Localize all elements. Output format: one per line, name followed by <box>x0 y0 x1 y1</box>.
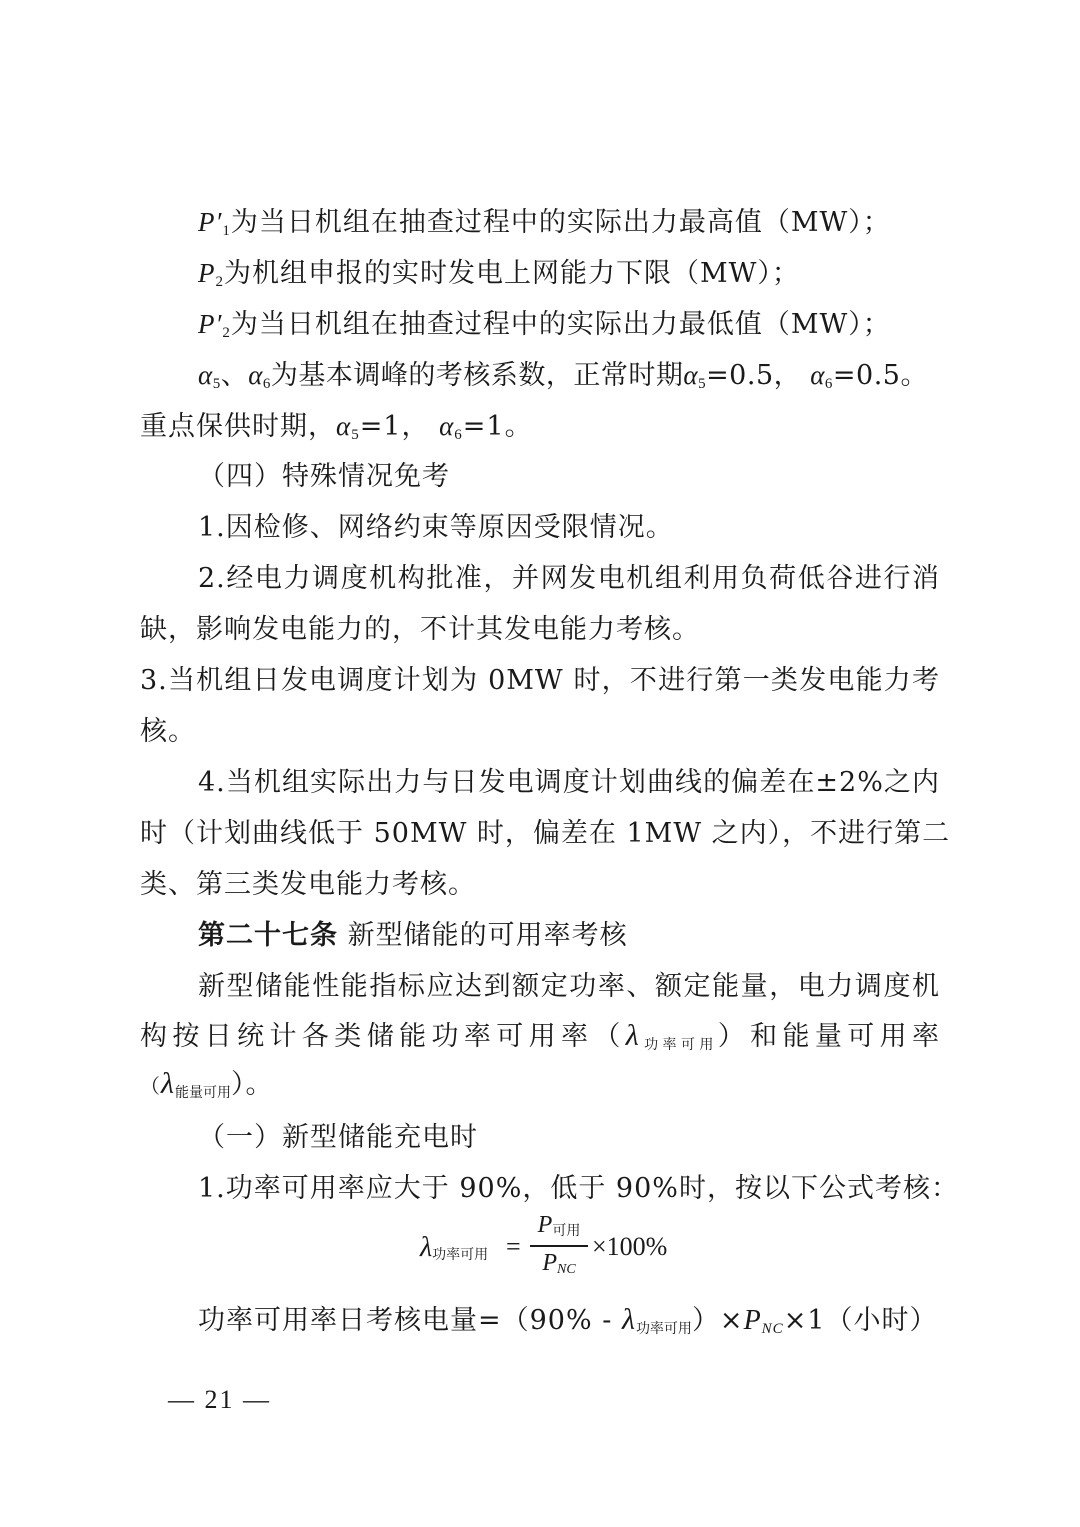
paragraph-line: 4.当机组实际出力与日发电调度计划曲线的偏差在±2%之内 <box>198 767 940 798</box>
page-number: — 21 — <box>168 1385 271 1414</box>
formula-lambda: λ功率可用 <box>420 1232 489 1263</box>
paragraph-line: 新型储能性能指标应达到额定功率、额定能量，电力调度机 <box>198 971 940 1002</box>
definition-p1-prime: $P'_1$为当日机组在抽查过程中的实际出力最高值（MW）； <box>198 207 891 239</box>
lambda-energy-symbol: λ能量可用 <box>161 1067 231 1101</box>
definition-p2: $P_2$为机组申报的实时发电上网能力下限（MW）； <box>198 258 800 290</box>
paragraph-line: 类、第三类发电能力考核。 <box>140 869 476 900</box>
symbol-alpha5: $\alpha_5$ <box>198 360 221 392</box>
symbol-pnc: $P_{NC}$ <box>743 1305 784 1337</box>
definition-alpha: $\alpha_5$、$\alpha_6$为基本调峰的考核系数，正常时期$\alpha_5=0.5$， $\alpha_6=0.5$。 <box>198 360 928 392</box>
section-heading: （四）特殊情况免考 <box>198 461 450 492</box>
fraction-bar <box>530 1245 588 1247</box>
symbol-alpha6: $\alpha_6$ <box>248 360 271 392</box>
paragraph-line: 核。 <box>140 716 196 747</box>
article-number: 第二十七条 <box>198 920 338 951</box>
paragraph-line: 时（计划曲线低于 50MW 时，偏差在 1MW 之内），不进行第二 <box>140 818 951 849</box>
section-heading: （一）新型储能充电时 <box>198 1122 478 1153</box>
paragraph-line: 构按日统计各类储能功率可用率（λ功率可用）和能量可用率 <box>140 1019 941 1053</box>
lambda-power-symbol: λ功率可用 <box>625 1019 718 1053</box>
paragraph-line: 1.功率可用率应大于 90%，低于 90%时，按以下公式考核： <box>198 1173 959 1204</box>
paragraph-line: 3.当机组日发电调度计划为 0MW 时，不进行第一类发电能力考 <box>140 665 940 696</box>
symbol-p2: $P_2$ <box>198 258 224 290</box>
article-heading: 第二十七条 新型储能的可用率考核 <box>198 920 628 951</box>
formula-denominator: PNC <box>542 1250 576 1277</box>
assessment-formula-line: 功率可用率日考核电量=（90% - λ功率可用）$\times P_{NC}\times 1$（小时） <box>198 1303 938 1337</box>
symbol-p2-prime: $P'_2$ <box>198 309 231 341</box>
formula-equals: = <box>506 1232 521 1261</box>
paragraph-line: 1.因检修、网络约束等原因受限情况。 <box>198 512 674 543</box>
formula-times-100: ×100% <box>592 1232 668 1261</box>
definition-p2-prime: $P'_2$为当日机组在抽查过程中的实际出力最低值（MW）； <box>198 309 891 341</box>
formula-numerator: P可用 <box>537 1212 581 1239</box>
lambda-power-symbol: λ功率可用 <box>621 1303 692 1337</box>
paragraph-line: 2.经电力调度机构批准，并网发电机组利用负荷低谷进行消 <box>198 563 940 594</box>
definition-alpha-peak: 重点保供时期，$\alpha_5=1$， $\alpha_6=1$。 <box>140 411 533 443</box>
paragraph-line: （λ能量可用）。 <box>140 1067 274 1101</box>
paragraph-line: 缺，影响发电能力的，不计其发电能力考核。 <box>140 614 700 645</box>
power-availability-formula <box>420 1212 720 1292</box>
symbol-p1-prime: $P'_1$ <box>198 207 231 239</box>
